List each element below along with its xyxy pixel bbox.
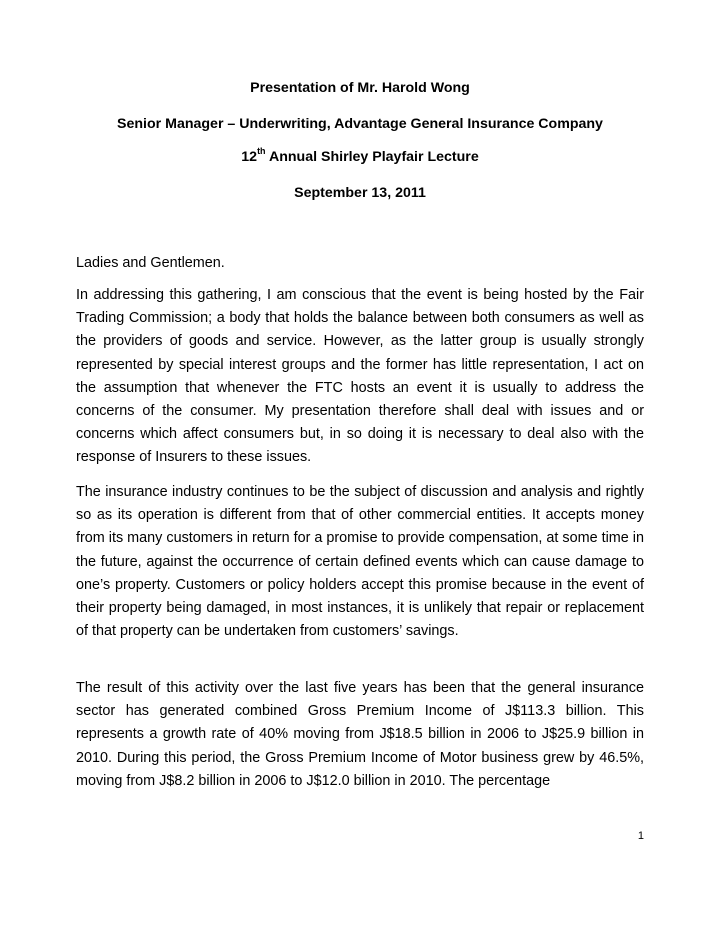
lecture-name: Annual Shirley Playfair Lecture	[265, 149, 479, 165]
presenter-role: Senior Manager – Underwriting, Advantage General Insurance Company	[117, 116, 603, 132]
page-number: 1	[637, 830, 644, 842]
body-paragraph: The insurance industry continues to be the subject of discussion and analysis and rightly so as its operation is different from that of other commercial entities. It accepts money from its many customers in return for a promise to provide compensation, at some time in the future, against the occurrence of certain defined events which can cause damage to one’s property. Customers or policy holders accept this promise because in the event of their property being damaged, in most instances, it is unlikely that repair or replacement of that property can be undertaken from customers’ savings.	[76, 484, 644, 640]
lecture-title	[0, 148, 720, 166]
lecture-ordinal-suffix: th	[257, 146, 266, 157]
lecture-number: 12	[241, 149, 258, 165]
lecture-date: September 13, 2011	[294, 185, 426, 201]
body-paragraph: The result of this activity over the last five years has been that the general insurance sector has generated combined Gross Premium Income of J$113.3 billion. This represents a growth rate of 40% moving from J$18.5 billion in 2006 to J$25.9 billion in 2010. During this period, the Gross Premium Income of Motor business grew by 46.5%, moving from J$8.2 billion in 2006 to J$12.0 billion in 2010. The percentage	[76, 680, 644, 789]
body-paragraph: In addressing this gathering, I am conscious that the event is being hosted by the Fair Trading Commission; a body that holds the balance between both consumers as well as the providers of goods and service. However, as the latter group is usually strongly represented by special interest groups and the former has little representation, I act on the assumption that whenever the FTC hosts an event it is usually to address the concerns of the consumer. My presentation therefore shall deal with issues and or concerns which affect consumers but, in so doing it is necessary to deal also with the response of Insurers to these issues.	[76, 287, 644, 466]
salutation: Ladies and Gentlemen.	[76, 255, 225, 271]
presentation-title: Presentation of Mr. Harold Wong	[250, 80, 470, 96]
